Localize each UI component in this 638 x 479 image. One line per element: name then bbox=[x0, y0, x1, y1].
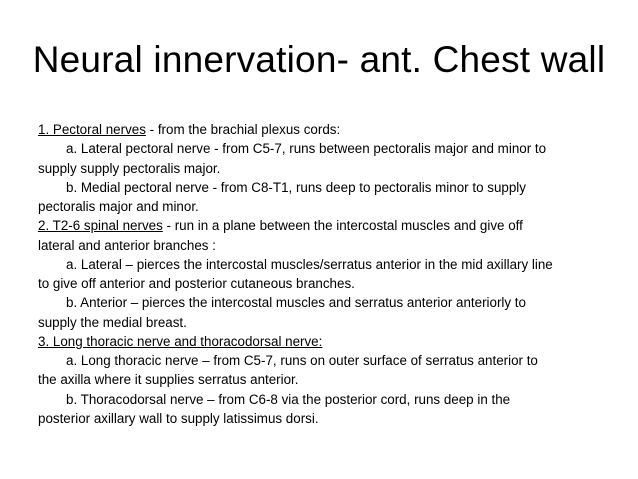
section-heading-pectoral bbox=[38, 120, 618, 139]
slide-body bbox=[38, 120, 618, 428]
body-line: lateral and anterior branches : bbox=[38, 237, 216, 253]
heading-label: 2. T2-6 spinal nerves bbox=[38, 218, 163, 234]
body-line: b. Anterior – pierces the intercostal muscles and serratus anterior anteriorly to bbox=[66, 295, 526, 311]
body-line: a. Lateral – pierces the intercostal muscles/serratus anterior in the mid axillary line bbox=[66, 256, 553, 272]
heading-label: 1. Pectoral nerves bbox=[38, 122, 146, 137]
body-line: supply supply pectoralis major. bbox=[38, 160, 221, 176]
body-line: b. Medial pectoral nerve - from C8-T1, runs deep to pectoralis minor to supply bbox=[66, 179, 526, 195]
body-line: pectoralis major and minor. bbox=[38, 199, 199, 214]
heading-label: 3. Long thoracic nerve and thoracodorsal nerve: bbox=[38, 333, 323, 349]
body-line: the axilla where it supplies serratus anterior. bbox=[38, 372, 299, 388]
heading-rest: - run in a plane between the intercostal muscles and give off bbox=[162, 218, 523, 234]
body-line: a. Lateral pectoral nerve - from C5-7, runs between pectoralis major and minor to bbox=[66, 141, 547, 157]
slide-title: Neural innervation- ant. Chest wall bbox=[32, 39, 606, 80]
heading-rest: - from the brachial plexus cords: bbox=[145, 122, 341, 137]
body-line: supply the medial breast. bbox=[38, 314, 187, 330]
body-line: b. Thoracodorsal nerve – from C6-8 via the posterior cord, runs deep in the bbox=[66, 391, 511, 407]
body-line: to give off anterior and posterior cutaneous branches. bbox=[38, 276, 355, 291]
body-line: posterior axillary wall to supply latissimus dorsi. bbox=[38, 410, 319, 426]
body-line: a. Long thoracic nerve – from C5-7, runs on outer surface of serratus anterior to bbox=[66, 353, 538, 368]
section-heading-thoracic bbox=[38, 332, 618, 351]
section-heading-spinal bbox=[38, 216, 618, 235]
